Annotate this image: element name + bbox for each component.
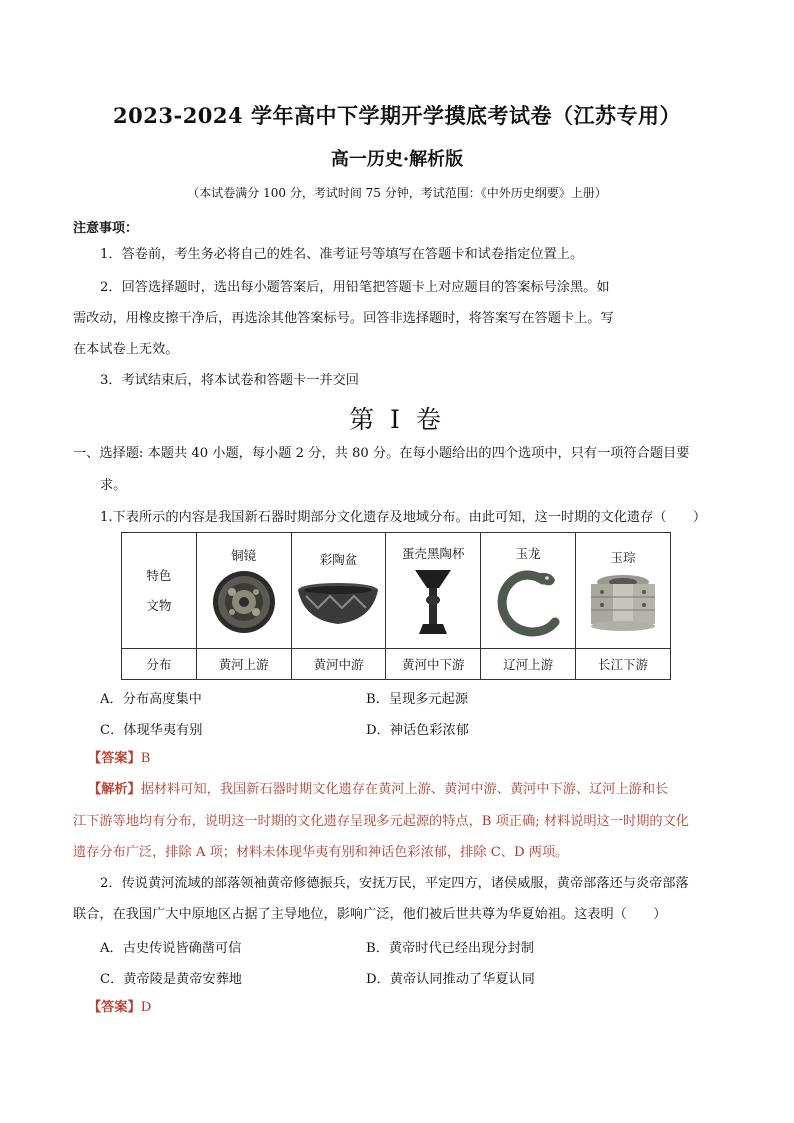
question-1-answer: 【答案】B xyxy=(88,751,151,766)
relic-cell-cong: 玉琮 xyxy=(576,533,671,649)
question-1-option-c: C．体现华夷有别 xyxy=(100,723,203,738)
section-instructions-line-1: 一、选择题: 本题共 40 小题，每小题 2 分，共 80 分。在每小题给出的四个选项中，只有一项符合题目要 xyxy=(73,446,690,461)
question-2-option-b: B．黄帝时代已经出现分封制 xyxy=(366,941,534,956)
exam-scope: （本试卷满分 100 分，考试时间 75 分钟，考试范围：《中外历史纲要》上册） xyxy=(187,186,607,200)
relics-table xyxy=(121,532,671,680)
bronze-mirror-icon xyxy=(210,568,278,636)
region-cell: 黄河中下游 xyxy=(386,649,481,680)
question-1-stem: 1.下表所示的内容是我国新石器时期部分文化遗存及地域分布。由此可知，这一时期的文化遗存（ ） xyxy=(100,510,707,525)
region-cell: 黄河中游 xyxy=(291,649,386,680)
question-1-option-a: A．分布高度集中 xyxy=(100,692,202,707)
question-1-analysis-line-1: 【解析】据材料可知，我国新石器时期文化遗存在黄河上游、黄河中游、黄河中下游、辽河上游和长 xyxy=(88,782,669,797)
notice-item-1: 1．答卷前，考生务必将自己的姓名、准考证号等填写在答题卡和试卷指定位置上。 xyxy=(100,247,584,262)
notice-item-2-line-3: 在本试卷上无效。 xyxy=(73,342,179,357)
region-cell: 黄河上游 xyxy=(196,649,291,680)
jade-cong-icon xyxy=(581,570,665,634)
region-cell: 辽河上游 xyxy=(481,649,576,680)
question-1-analysis-line-2: 江下游等地均有分布，说明这一时期的文化遗存呈现多元起源的特点，B 项正确; 材料说明这一时期的文化 xyxy=(73,814,689,829)
question-2-stem-line-1: 2．传说黄河流域的部落领袖黄帝修德振兵，安抚万民，平定四方，诸侯威服，黄帝部落还与炎帝部落 xyxy=(100,876,689,891)
relic-cell-basin: 彩陶盆 xyxy=(291,533,386,649)
notice-item-2-line-2: 需改动，用橡皮擦干净后，再选涂其他答案标号。回答非选择题时，将答案写在答题卡上。写 xyxy=(73,311,614,326)
question-2-option-a: A．古史传说皆确凿可信 xyxy=(100,941,242,956)
section-title: 第 I 卷 xyxy=(349,405,445,434)
question-1-option-b: B．呈现多元起源 xyxy=(366,692,469,707)
relic-cell-cup: 蛋壳黑陶杯 xyxy=(386,533,481,649)
question-1-option-d: D．神话色彩浓郁 xyxy=(366,723,469,738)
notice-heading: 注意事项： xyxy=(73,221,139,236)
notice-item-2-line-1: 2．回答选择题时，选出每小题答案后，用铅笔把答题卡上对应题目的答案标号涂黑。如 xyxy=(100,280,610,295)
relics-row-label: 特色 文物 xyxy=(122,533,197,649)
question-2-stem-line-2: 联合，在我国广大中原地区占据了主导地位，影响广泛，他们被后世共尊为华夏始祖。这表明（ ） xyxy=(73,907,667,922)
page-title: 2023-2024 学年高中下学期开学摸底考试卷（江苏专用） xyxy=(113,103,681,128)
region-cell: 长江下游 xyxy=(576,649,671,680)
notice-item-3: 3．考试结束后，将本试卷和答题卡一并交回 xyxy=(100,373,359,388)
relic-cell-dragon: 玉龙 xyxy=(481,533,576,649)
painted-pottery-basin-icon xyxy=(296,572,380,632)
question-1-analysis-line-3: 遗存分布广泛，排除 A 项；材料未体现华夷有别和神话色彩浓郁，排除 C、D 两项。 xyxy=(73,845,569,860)
eggshell-black-pottery-cup-icon xyxy=(411,566,455,638)
jade-dragon-icon xyxy=(493,566,563,638)
relic-cell-mirror: 铜镜 xyxy=(196,533,291,649)
page-subtitle: 高一历史·解析版 xyxy=(330,149,464,170)
question-2-option-c: C．黄帝陵是黄帝安葬地 xyxy=(100,972,242,987)
section-instructions-line-2: 求。 xyxy=(100,478,127,493)
distribution-label: 分布 xyxy=(122,649,197,680)
question-2-option-d: D．黄帝认同推动了华夏认同 xyxy=(366,972,535,987)
question-2-answer: 【答案】D xyxy=(88,1000,152,1015)
